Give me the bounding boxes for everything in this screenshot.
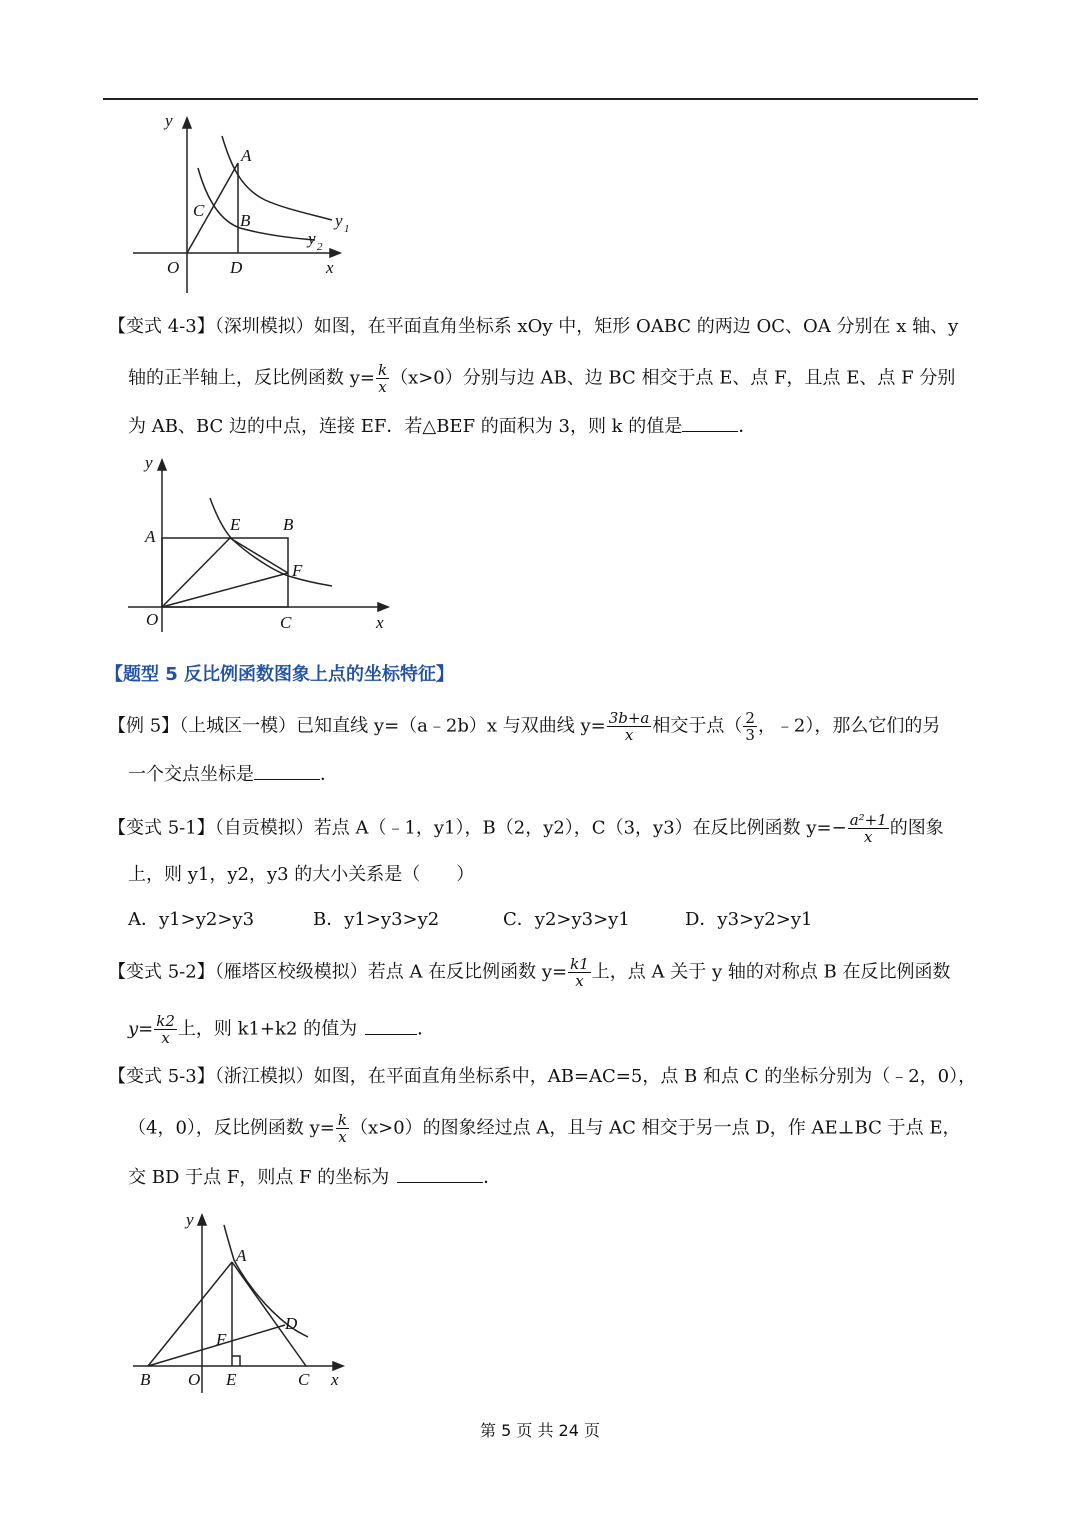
fig1-label-D: D: [230, 258, 243, 277]
v51-frac-num: a²+1: [849, 811, 887, 829]
v52-text2b: 上，则 k1+k2 的值为: [177, 1018, 358, 1040]
fig1-label-O: O: [167, 258, 180, 277]
v51-text-a: （自贡模拟）若点 A（﹣1，y1），B（2，y2），C（3，y3）在反比例函数 y=−: [214, 817, 847, 839]
v53-answer-blank[interactable]: [397, 1164, 483, 1183]
fig2-label-B: B: [283, 515, 294, 534]
ex5-tag: 【例 5】: [108, 715, 180, 737]
ex5-fraction: [607, 710, 652, 743]
ex5-frac-num: 3b+a: [608, 709, 650, 727]
fig1-label-y1: y: [335, 211, 343, 230]
v52-frac2-den: x: [161, 1029, 170, 1047]
v43-line2: [128, 362, 955, 395]
fig2-label-F: F: [292, 561, 303, 580]
v52-text-a: （雁塔区校级模拟）若点 A 在反比例函数 y=: [214, 961, 568, 983]
ex5-text2-end: ．: [320, 764, 338, 785]
fig3-label-E: E: [226, 1370, 237, 1389]
v43-line1: [108, 312, 958, 342]
fig1-label-y2-sub: 2: [317, 241, 323, 253]
figure-1: [125, 108, 365, 298]
v52-text2a: y=: [128, 1018, 154, 1040]
ex5-line1: [108, 710, 940, 743]
v51-line1: [108, 812, 944, 845]
fig2-line-OE: [162, 538, 230, 607]
fig2-line-OF: [162, 573, 288, 607]
v43-text3-end: ．: [738, 416, 757, 437]
v43-tag: 【变式 4-3】: [108, 316, 215, 337]
ex5-text-b: 相交于点（: [652, 715, 743, 737]
ex5-frac-den: x: [624, 726, 634, 744]
v53-frac-den: x: [338, 1128, 347, 1146]
fig2-label-y: y: [145, 453, 153, 472]
fig1-label-x: x: [326, 258, 334, 277]
v43-fraction: [376, 362, 389, 395]
v53-text1: （浙江模拟）如图，在平面直角坐标系中，AB=AC=5，点 B 和点 C 的坐标分别为（﹣2，0），: [214, 1066, 977, 1087]
v52-fraction2: [154, 1013, 177, 1046]
ex5-pt-num: 2: [745, 709, 755, 727]
v43-text2b: （x>0）分别与边 AB、边 BC 相交于点 E、点 F，且点 E、点 F 分别: [390, 367, 956, 389]
v53-frac-num: k: [337, 1111, 347, 1129]
v43-answer-blank[interactable]: [682, 413, 738, 432]
v43-line3: [128, 412, 756, 442]
v52-text2-end: ．: [417, 1018, 436, 1040]
v51-text-b: 的图象: [889, 817, 944, 839]
v53-fraction: [336, 1112, 349, 1145]
v53-text3-end: ．: [483, 1167, 502, 1188]
v52-tag: 【变式 5-2】: [108, 961, 215, 983]
v52-frac1-den: x: [575, 972, 584, 990]
fig3-label-O: O: [188, 1370, 201, 1389]
fig1-label-B: B: [240, 211, 251, 230]
fig1-label-y1-sub: 1: [344, 223, 350, 235]
fig1-label-y2: y: [308, 229, 316, 248]
v52-frac2-num: k2: [156, 1012, 175, 1030]
v51-option-a[interactable]: A．y1>y2>y3: [128, 909, 255, 930]
v52-text-b: 上，点 A 关于 y 轴的对称点 B 在反比例函数: [591, 961, 951, 983]
v52-fraction1: [568, 956, 591, 989]
v52-line1: [108, 956, 951, 989]
v43-text3: 为 AB、BC 边的中点，连接 EF．若△BEF 的面积为 3，则 k 的值是: [128, 416, 683, 437]
figure-2: [120, 450, 400, 635]
v51-fraction: [848, 812, 889, 845]
v51-option-b[interactable]: B．y1>y3>y2: [313, 909, 440, 930]
v43-source: （深圳模拟）: [214, 316, 314, 337]
v53-line1: [108, 1062, 976, 1092]
fig3-label-D: D: [285, 1314, 298, 1333]
v43-frac-num: k: [377, 361, 388, 379]
v53-line2: [128, 1112, 960, 1145]
v51-option-d[interactable]: D．y3>y2>y1: [685, 909, 813, 930]
v52-frac1-num: k1: [570, 955, 589, 973]
figure-3: [128, 1205, 358, 1395]
fig2-line-EF: [230, 538, 288, 573]
ex5-text2: 一个交点坐标是: [128, 764, 254, 785]
v51-text2: 上，则 y1，y2，y3 的大小关系是（ ）: [128, 864, 475, 885]
v43-text1: 如图，在平面直角坐标系 xOy 中，矩形 OABC 的两边 OC、OA 分别在 x 轴、y: [313, 316, 959, 337]
fig2-label-O: O: [146, 610, 159, 629]
fig2-label-x: x: [376, 613, 384, 632]
fig3-label-A: A: [236, 1246, 247, 1265]
fig1-label-A: A: [241, 146, 252, 165]
v43-frac-den: x: [378, 378, 387, 396]
ex5-point-fraction: [743, 710, 757, 743]
fig1-label-y: y: [165, 111, 173, 130]
fig3-label-y: y: [186, 1210, 194, 1229]
v52-answer-blank[interactable]: [365, 1016, 417, 1035]
v43-text2a: 轴的正半轴上，反比例函数 y=: [128, 367, 375, 389]
v53-tag: 【变式 5-3】: [108, 1066, 215, 1087]
fig2-curve: [210, 498, 332, 586]
v51-line2: [128, 860, 474, 890]
ex5-answer-blank[interactable]: [254, 761, 320, 780]
fig3-line-AB: [148, 1262, 232, 1366]
fig3-label-F: F: [216, 1330, 227, 1349]
v53-text2a: （4，0），反比例函数 y=: [128, 1117, 335, 1139]
fig3-label-C: C: [298, 1370, 310, 1389]
ex5-text-a: （上城区一模）已知直线 y=（a﹣2b）x 与双曲线 y=: [179, 715, 606, 737]
ex5-pt-den: 3: [745, 726, 755, 744]
header-rule: [103, 98, 978, 100]
v52-line2: [128, 1013, 435, 1046]
ex5-line2: [128, 760, 338, 790]
v51-tag: 【变式 5-1】: [108, 817, 215, 839]
v53-text2b: （x>0）的图象经过点 A，且与 AC 相交于另一点 D，作 AE⊥BC 于点 E，: [349, 1117, 961, 1139]
v51-frac-den: x: [864, 828, 873, 846]
fig1-label-C: C: [193, 201, 205, 220]
section-heading: 【题型 5 反比例函数图象上点的坐标特征】: [105, 664, 455, 685]
v51-option-c[interactable]: C．y2>y3>y1: [503, 909, 630, 930]
page-footer: 第 5 页 共 24 页: [480, 1421, 600, 1440]
v53-text3: 交 BD 于点 F，则点 F 的坐标为: [128, 1167, 390, 1188]
fig3-right-angle-mark: [232, 1356, 240, 1366]
v53-line3: [128, 1163, 501, 1193]
fig3-label-x: x: [331, 1370, 339, 1389]
fig2-label-E: E: [230, 515, 241, 534]
fig2-label-A: A: [145, 527, 156, 546]
ex5-text-c: ，﹣2），那么它们的另: [757, 715, 941, 737]
fig2-label-C: C: [280, 613, 292, 632]
fig3-label-B: B: [140, 1370, 151, 1389]
fig2-rectangle: [162, 538, 288, 607]
